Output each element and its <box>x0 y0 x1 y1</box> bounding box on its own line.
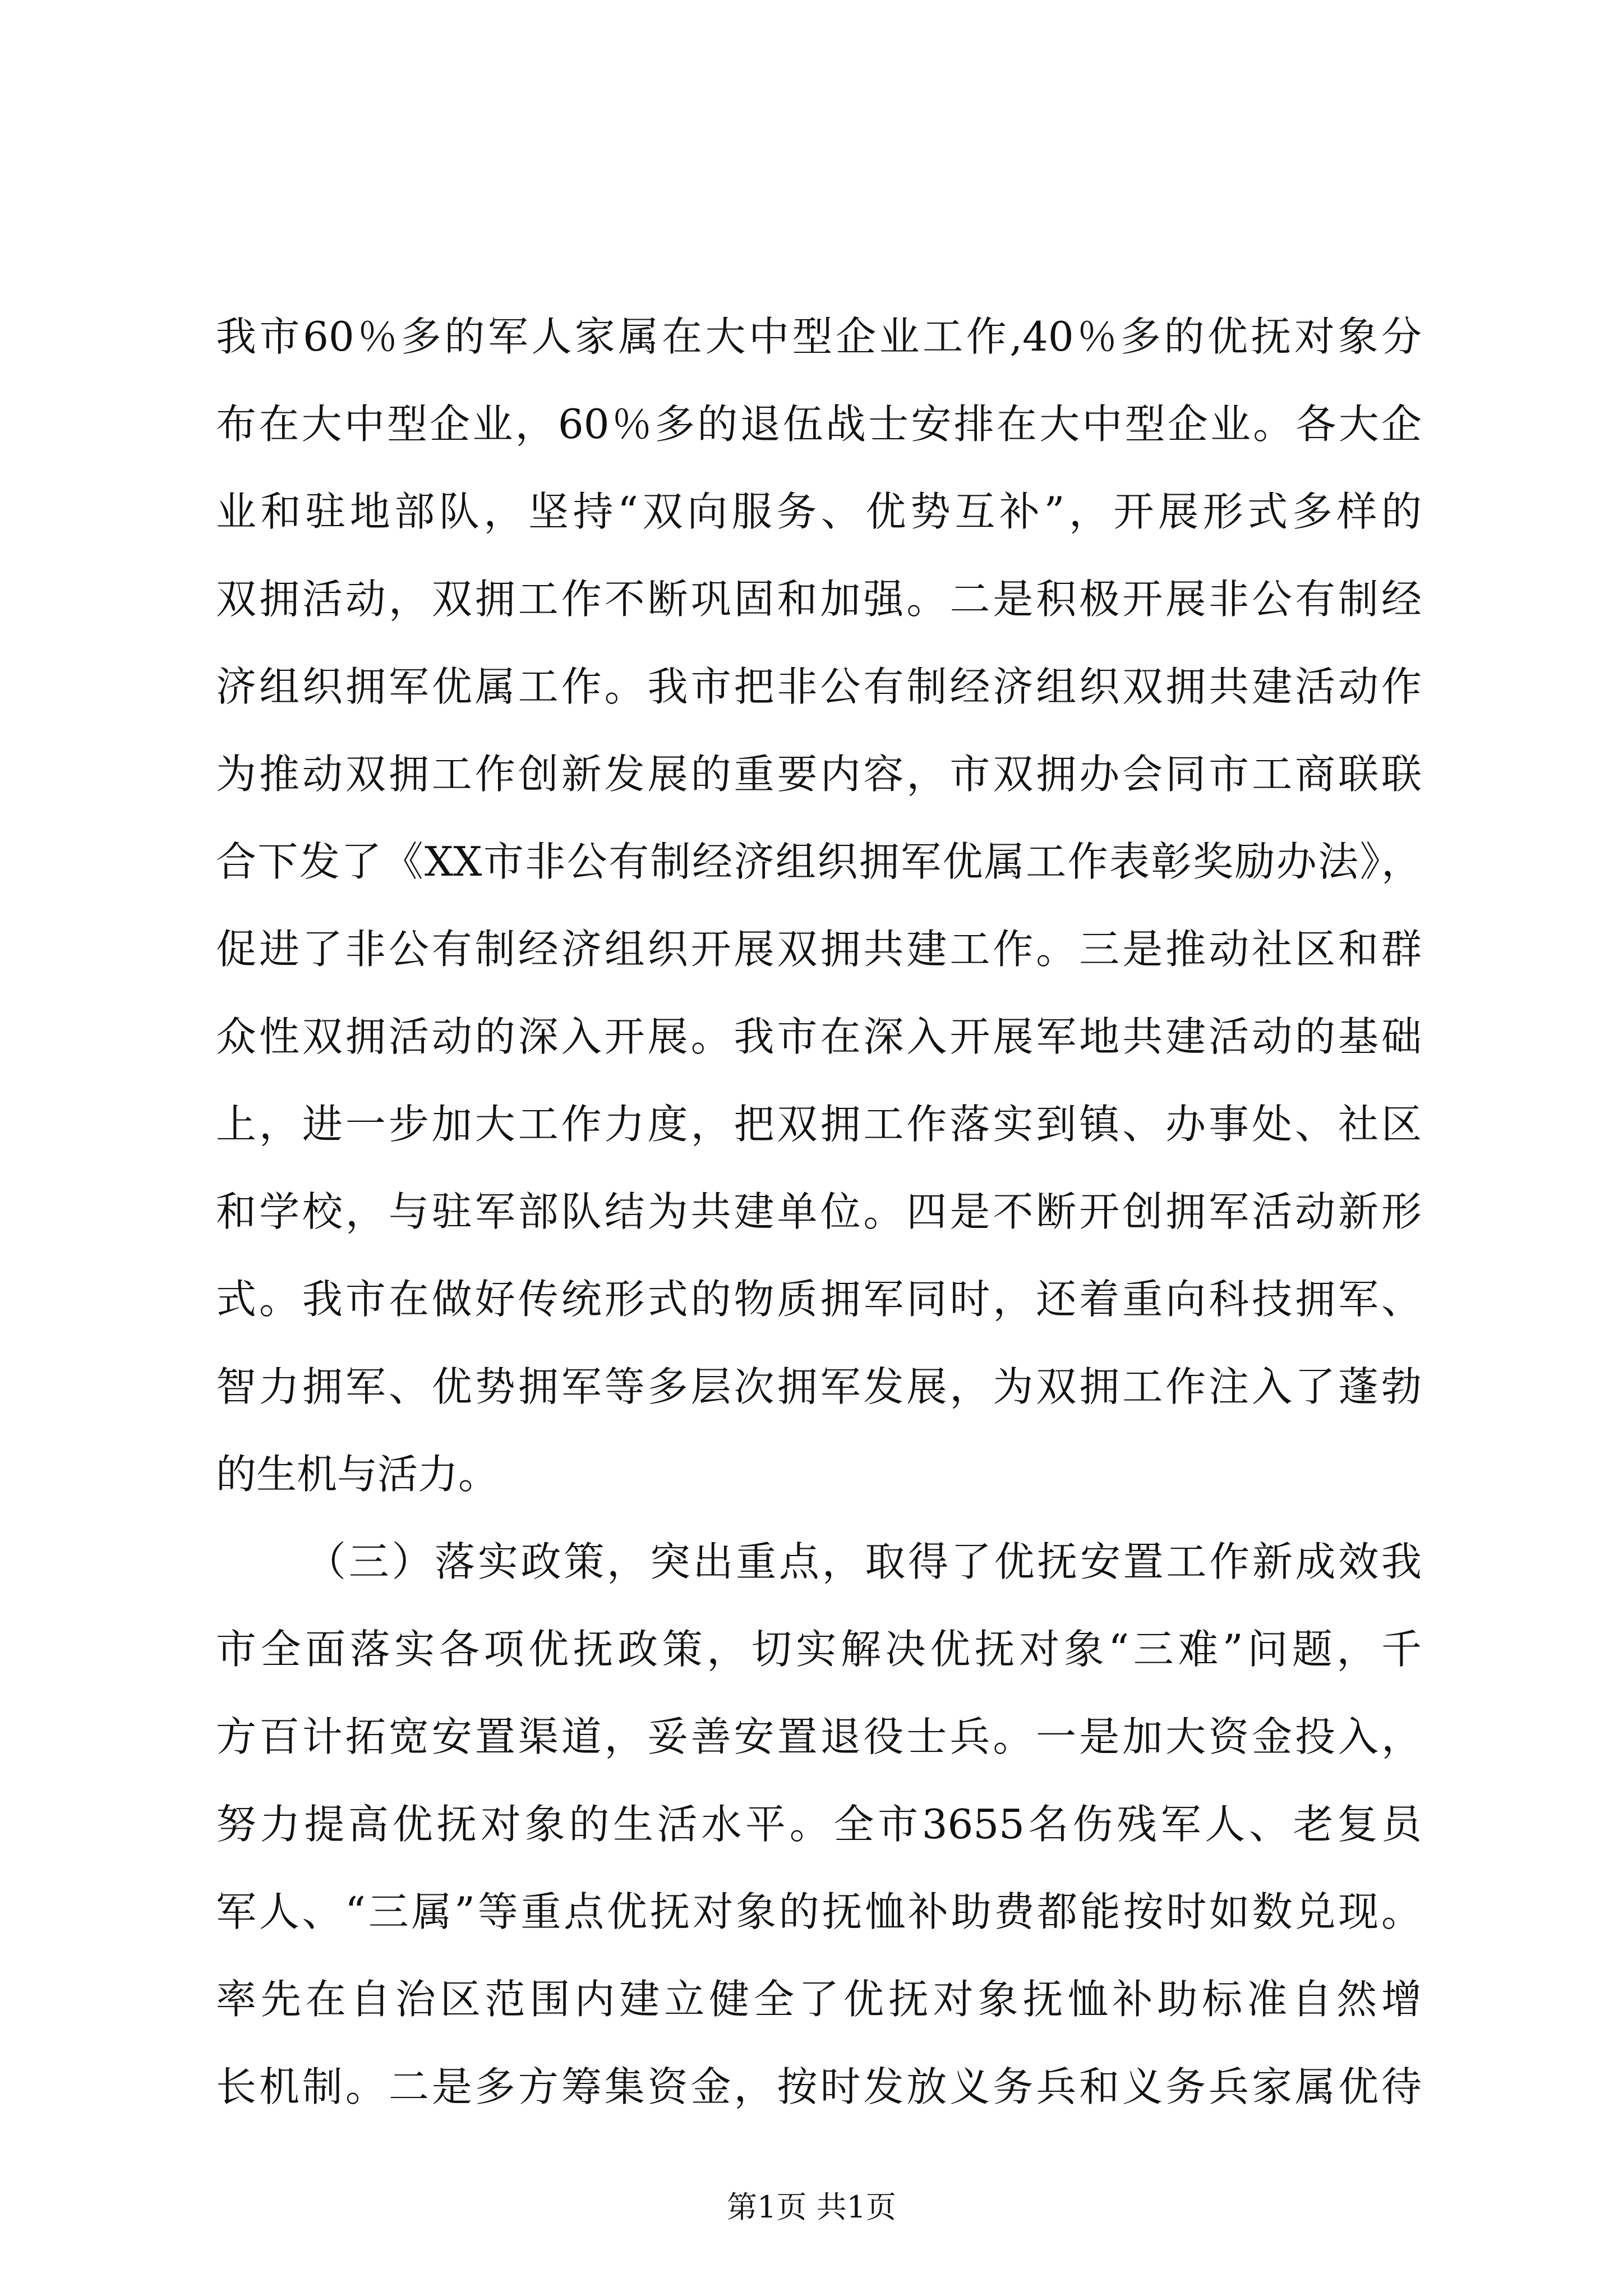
page-footer: 第1页 共1页 <box>727 2189 896 2225</box>
body-text-line: 努力提高优抚对象的生活水平。全市3655名伤残军人、老复员 <box>216 1801 1422 1848</box>
body-text-line: 我市60％多的军人家属在大中型企业工作,40％多的优抚对象分 <box>216 313 1422 360</box>
body-text-line: 双拥活动，双拥工作不断巩固和加强。二是积极开展非公有制经 <box>216 576 1422 623</box>
body-text-line: 方百计拓宽安置渠道，妥善安置退役士兵。一是加大资金投入， <box>216 1713 1422 1760</box>
section-heading-line: （三）落实政策，突出重点，取得了优抚安置工作新成效我 <box>306 1538 1422 1585</box>
body-text-line: 和学校，与驻军部队结为共建单位。四是不断开创拥军活动新形 <box>216 1188 1422 1235</box>
body-text-line: 合下发了《XX市非公有制经济组织拥军优属工作表彰奖励办法》， <box>216 838 1422 885</box>
body-text-line: 的生机与活力。 <box>216 1451 499 1498</box>
body-text-line: 济组织拥军优属工作。我市把非公有制经济组织双拥共建活动作 <box>216 663 1422 710</box>
body-text-line: 率先在自治区范围内建立健全了优抚对象抚恤补助标准自然增 <box>216 1976 1422 2023</box>
body-text-line: 众性双拥活动的深入开展。我市在深入开展军地共建活动的基础 <box>216 1013 1422 1060</box>
body-text-line: 促进了非公有制经济组织开展双拥共建工作。三是推动社区和群 <box>216 926 1422 973</box>
body-text-line: 业和驻地部队，坚持“双向服务、优势互补”，开展形式多样的 <box>216 488 1422 535</box>
body-text-line: 为推动双拥工作创新发展的重要内容，市双拥办会同市工商联联 <box>216 751 1422 798</box>
body-text-line: 军人、“三属”等重点优抚对象的抚恤补助费都能按时如数兑现。 <box>216 1888 1422 1935</box>
body-text-line: 智力拥军、优势拥军等多层次拥军发展，为双拥工作注入了蓬勃 <box>216 1363 1422 1410</box>
body-text-line: 市全面落实各项优抚政策，切实解决优抚对象“三难”问题，千 <box>216 1626 1422 1673</box>
body-text-line: 长机制。二是多方筹集资金，按时发放义务兵和义务兵家属优待 <box>216 2063 1422 2110</box>
body-text-line: 式。我市在做好传统形式的物质拥军同时，还着重向科技拥军、 <box>216 1276 1422 1323</box>
body-text-line: 布在大中型企业，60％多的退伍战士安排在大中型企业。各大企 <box>216 401 1422 448</box>
body-text-line: 上，进一步加大工作力度，把双拥工作落实到镇、办事处、社区 <box>216 1101 1422 1148</box>
